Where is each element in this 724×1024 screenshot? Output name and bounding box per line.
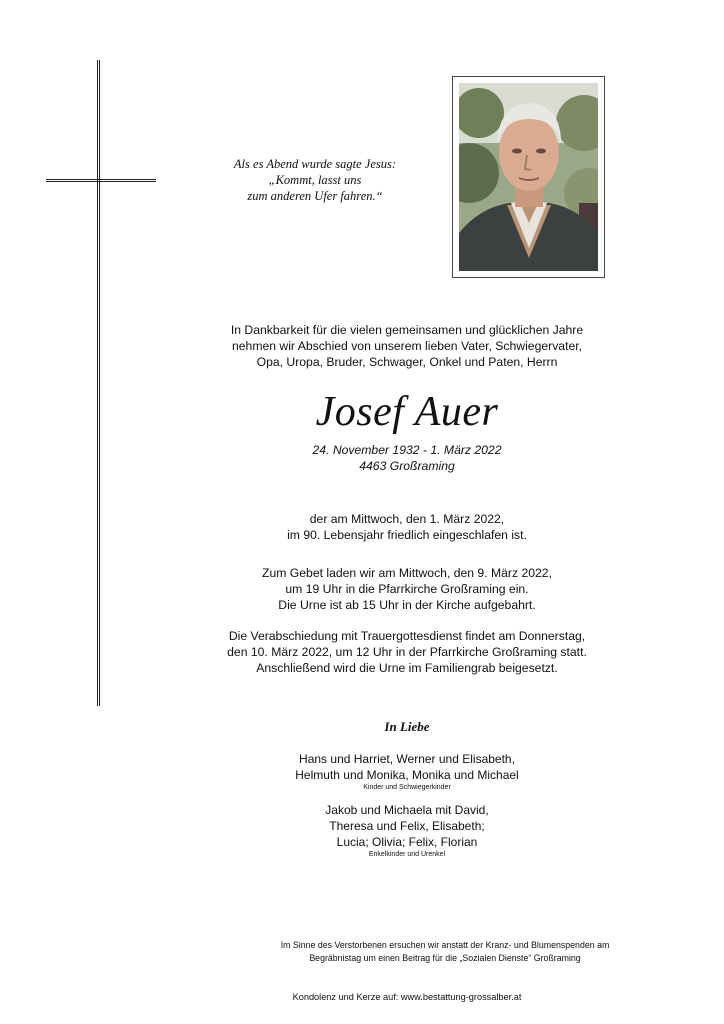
family-line: Helmuth und Monika, Monika und Michael bbox=[295, 768, 519, 782]
life-dates bbox=[170, 442, 644, 474]
donation-line: Im Sinne des Verstorbenen ersuchen wir anstatt der Kranz- und Blumenspenden am bbox=[280, 940, 610, 950]
prayer-line: Zum Gebet laden wir am Mittwoch, den 9. März 2022, bbox=[262, 566, 552, 580]
family-children bbox=[170, 751, 644, 792]
prayer-notice bbox=[170, 565, 644, 613]
service-line: Die Verabschiedung mit Trauergottesdienst findet am Donnerstag, bbox=[228, 629, 586, 643]
death-line: der am Mittwoch, den 1. März 2022, bbox=[309, 512, 505, 526]
family-line: Jakob und Michaela mit David, bbox=[325, 803, 489, 817]
death-line: im 90. Lebensjahr friedlich eingeschlafen ist. bbox=[287, 528, 527, 542]
intro-line: Opa, Uropa, Bruder, Schwager, Onkel und Paten, Herrn bbox=[256, 355, 558, 369]
birth-death-dates: 24. November 1932 - 1. März 2022 bbox=[312, 443, 502, 457]
service-line: Anschließend wird die Urne im Familiengrab beigesetzt. bbox=[256, 661, 558, 675]
residence: 4463 Großraming bbox=[359, 459, 455, 473]
family-caption: Kinder und Schwiegerkinder bbox=[363, 784, 451, 791]
prayer-line: Die Urne ist ab 15 Uhr in der Kirche aufgebahrt. bbox=[278, 598, 536, 612]
cross-vertical-bar bbox=[97, 60, 100, 706]
intro-text bbox=[170, 322, 644, 370]
quote-line: „Kommt, lasst uns bbox=[268, 173, 362, 187]
bible-quote bbox=[200, 156, 430, 204]
cross-horizontal-bar bbox=[46, 179, 156, 182]
donation-line: Begräbnistag um einen Beitrag für die „Sozialen Dienste“ Großraming bbox=[309, 953, 581, 963]
family-caption: Enkelkinder und Urenkel bbox=[368, 851, 446, 858]
family-line: Lucia; Olivia; Felix, Florian bbox=[336, 835, 478, 849]
quote-line: Als es Abend wurde sagte Jesus: bbox=[233, 157, 397, 171]
quote-line: zum anderen Ufer fahren.“ bbox=[247, 189, 383, 203]
portrait-photo-icon bbox=[459, 83, 598, 271]
family-line: Theresa und Felix, Elisabeth; bbox=[329, 819, 485, 833]
intro-line: nehmen wir Abschied von unserem lieben Vater, Schwiegervater, bbox=[231, 339, 583, 353]
deceased-name: Josef Auer bbox=[315, 389, 499, 435]
portrait-frame bbox=[452, 76, 605, 278]
family-grandchildren bbox=[170, 802, 644, 859]
in-liebe-heading: In Liebe bbox=[384, 719, 430, 734]
death-notice bbox=[170, 511, 644, 543]
donation-note bbox=[150, 939, 724, 965]
family-line: Hans und Harriet, Werner und Elisabeth, bbox=[299, 752, 515, 766]
prayer-line: um 19 Uhr in die Pfarrkirche Großraming ein. bbox=[285, 582, 529, 596]
condolence-link[interactable]: Kondolenz und Kerze auf: www.bestattung-grossalber.at bbox=[292, 992, 522, 1002]
intro-line: In Dankbarkeit für die vielen gemeinsamen und glücklichen Jahre bbox=[230, 323, 584, 337]
service-notice bbox=[170, 628, 644, 676]
service-line: den 10. März 2022, um 12 Uhr in der Pfarrkirche Großraming statt. bbox=[227, 645, 587, 659]
